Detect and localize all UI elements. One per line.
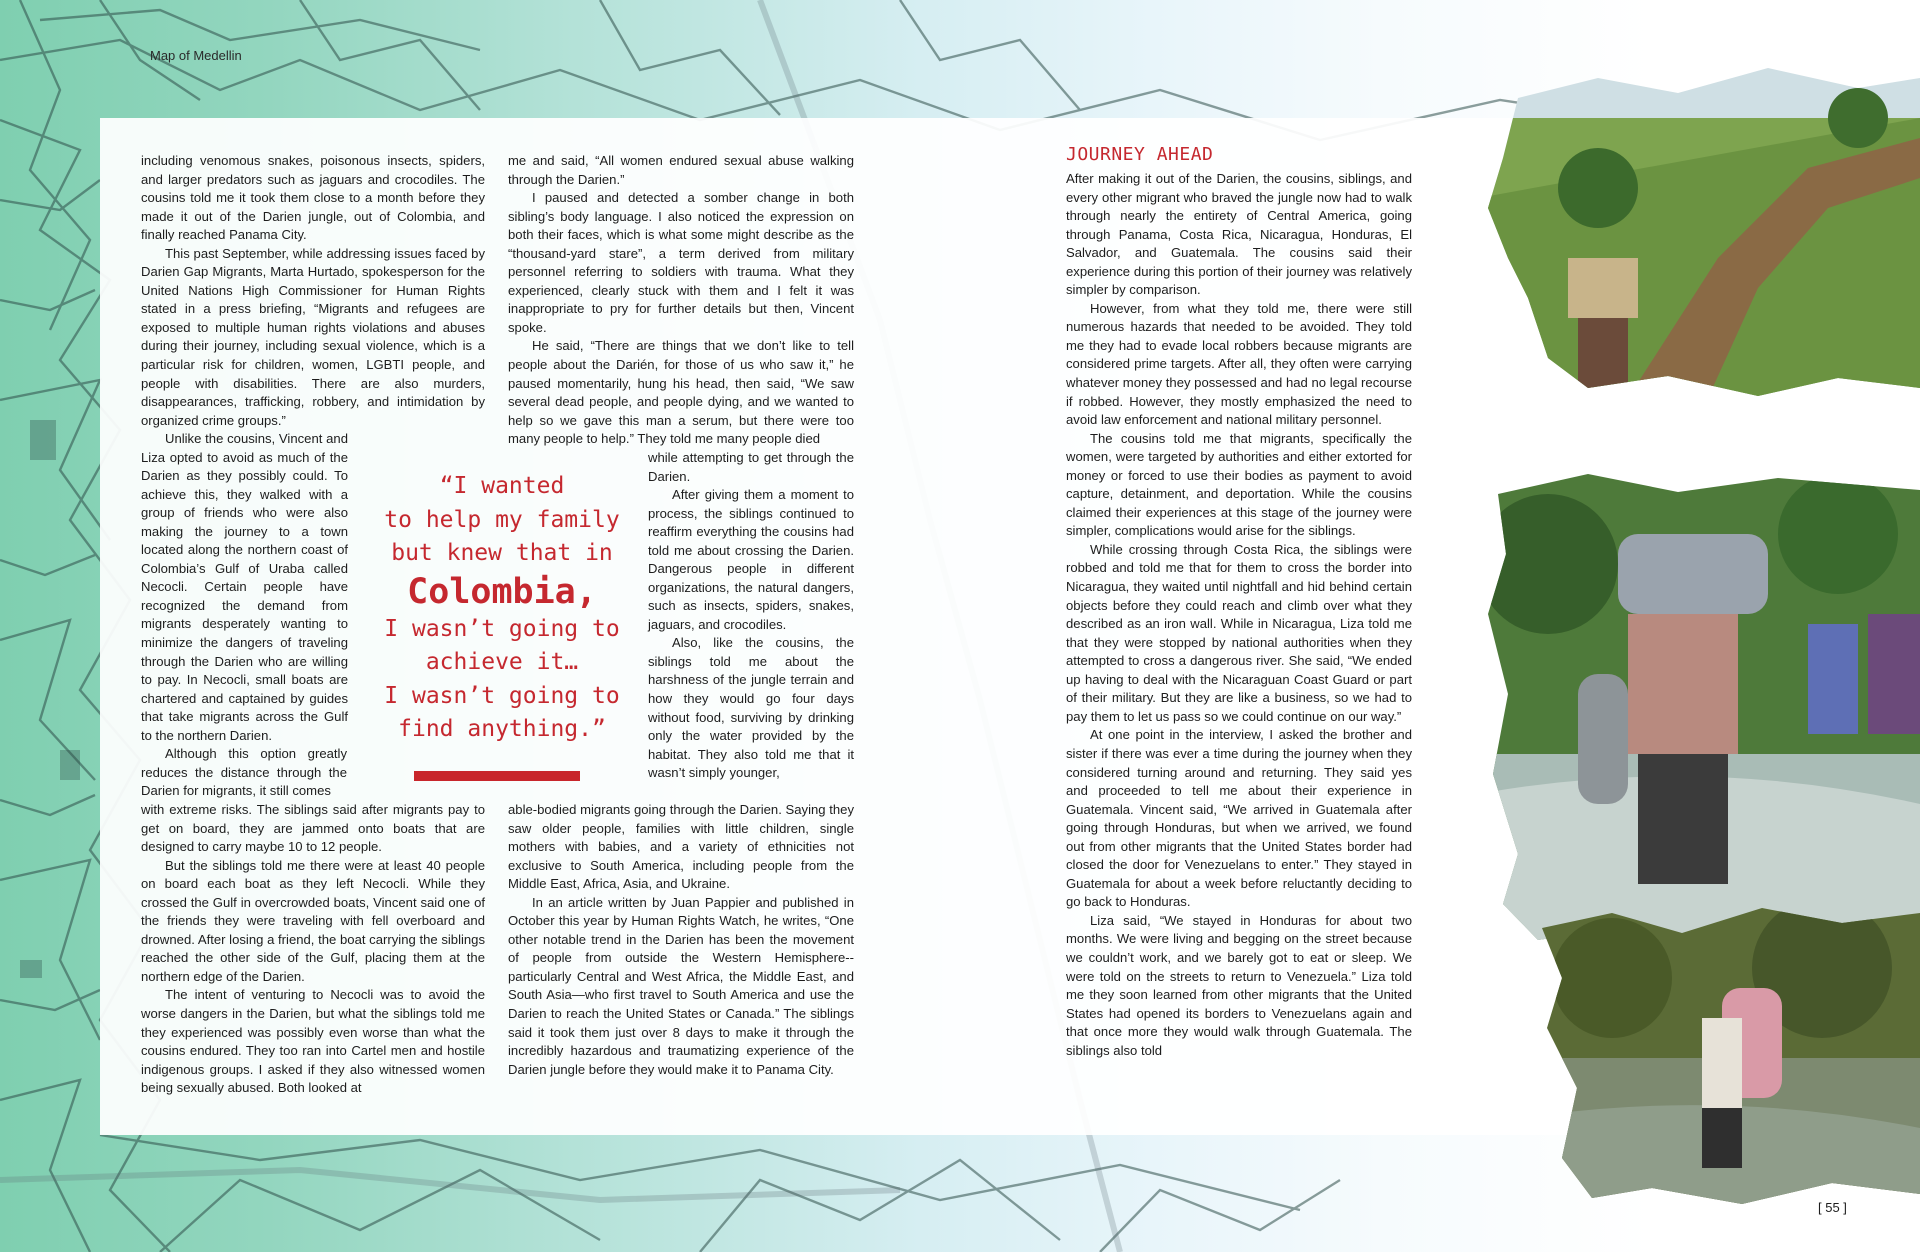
paragraph: The cousins told me that migrants, specifically the women, were targeted by authorities and either extorted for money or forced to use their bodies as payment to avoid capture, detainment, and deportation. While the cousins claimed their experiences at this stage of the journey were simpler, complications would arise for the siblings. xyxy=(1066,430,1412,539)
right-column xyxy=(1066,170,1412,1060)
section-heading: JOURNEY AHEAD xyxy=(1066,144,1214,165)
pull-quote-line: achieve it… xyxy=(425,649,579,675)
left-column-1-bottom xyxy=(141,801,485,1098)
pull-quote xyxy=(360,470,644,747)
map-caption: Map of Medellin xyxy=(150,48,242,63)
left-column-2-wrap2 xyxy=(648,486,854,783)
left-column-1 xyxy=(141,152,485,430)
pull-quote-line: I wasn’t going to xyxy=(384,615,620,642)
pull-quote-underline xyxy=(414,771,580,781)
paragraph: The intent of venturing to Necocli was to avoid the worse dangers in the Darien, but what the siblings told me they experienced was possibly even worse than what the cousins endured. They too ran into Cartel men and hostile indigenous groups. I asked if they also witnessed women being sexually abused. Both looked at xyxy=(141,987,485,1096)
left-column-1-wrap2 xyxy=(141,745,347,801)
left-column-2 xyxy=(508,152,854,449)
paragraph: me and said, “All women endured sexual abuse walking through the Darien.” xyxy=(508,153,854,187)
paragraph: In an article written by Juan Pappier and published in October this year by Human Rights Watch, he writes, “One other notable trend in the Darien has been the movement of people from outside the Western Hemisphere--particularly Central and West Africa, the Middle East, and South Asia—who first travel to South America and use the Darien to reach the United States or Canada.” The siblings said it took them just over 8 days to make it through the incredibly hazardous and traumatizing experience of the Darien jungle before they would make it to Panama City. xyxy=(508,894,854,1077)
pull-quote-line: find anything.” xyxy=(398,716,606,742)
pull-quote-line: “I wanted xyxy=(439,473,565,499)
paragraph: Although this option greatly reduces the distance through the Darien for migrants, it still comes xyxy=(141,746,347,799)
paragraph: Unlike the cousins, Vincent and Liza opted to avoid as much of the Darien as they possibly could. To achieve this, they walked with a group of friends who were also making the journey to a town located along the northern coast of Colombia’s Gulf of Uraba called Necocli. Certain people have recognized the demand from migrants desperately wanting to minimize the dangers of traveling through the Darien who are willing to pay. In Necocli, small boats are chartered and captained by guides that take migrants across the Gulf to the northern Darien. xyxy=(141,431,348,743)
photo-hillside-migrants xyxy=(1478,58,1920,398)
left-column-2-bottom xyxy=(508,801,854,1079)
pull-quote-line: to help my family xyxy=(384,506,620,533)
paragraph: while attempting to get through the Darien. xyxy=(648,450,854,484)
paragraph: with extreme risks. The siblings said after migrants pay to get on board, they are jammed onto boats that are designed to carry maybe 10 to 12 people. xyxy=(141,802,485,855)
paragraph: This past September, while addressing issues faced by Darien Gap Migrants, Marta Hurtado, spokesperson for the United Nations High Commissioner for Human Rights stated in a press briefing, “Migrants and refugees are exposed to multiple human rights violations and abuses during their journey, including sexual violence, which is a particular risk for children, women, LGBTI people, and people with disabilities. There are also murders, disappearances, trafficking, robbery, and intimidation by organized crime groups.” xyxy=(141,245,485,428)
paragraph: At one point in the interview, I asked the brother and sister if there was ever a time during the journey when they considered turning around and returning. They said yes and proceeded to tell me about their experience in Guatemala. Vincent said, “We arrived in Guatemala after going through Honduras, but when we arrived, we found out from other migrants that the United States border had closed the door for Venezuelans to enter.” They stayed in Guatemala for about a week before reluctantly deciding to go back to Honduras. xyxy=(1066,727,1412,910)
paragraph: Liza said, “We stayed in Honduras for about two months. We were living and begging on the street because we couldn’t work, and we barely got to eat or sleep. We were told on the streets to return to Venezuela.” Liza told me they soon learned from other migrants that the United States had opened its borders to Venezuelans again and that once more they would walk through Guatemala. The siblings also told xyxy=(1066,912,1412,1058)
pull-quote-line: I wasn’t going to xyxy=(384,682,620,709)
paragraph: He said, “There are things that we don’t like to tell people about the Darién, for those of us who saw it,” he paused momentarily, hung his head, then said, “We saw several dead people, and people dying, and we wanted to help so we gave this man a serum, but there were too many people to help.” They told me many people died xyxy=(508,338,854,447)
paragraph: Also, like the cousins, the siblings told me about the harshness of the jungle terrain and how they would go four days without food, surviving by drinking only the water provided by the habitat. They also told me that it wasn’t simply younger, xyxy=(648,635,854,781)
paragraph: After making it out of the Darien, the cousins, siblings, and every other migrant who braved the jungle now had to walk through nearly the entirety of Central America, going through Panama, Costa Rica, Nicaragua, Honduras, El Salvador, and Guatemala. The cousins said their experience during this portion of their journey was relatively simpler by comparison. xyxy=(1066,171,1412,298)
paragraph: While crossing through Costa Rica, the siblings were robbed and told me that for them to cross the border into Nicaragua, they waited until nightfall and hid behind certain objects before they could reach and climb over what they described as an iron wall. While in Nicaragua, Liza told me that they were stopped by national authorities when they attempted to cross a dangerous river. She said, “We ended up having to deal with the Nicaraguan Coast Guard or part of their military. But they are like a business, so we had to pay them to let us pass so we could continue on our way.” xyxy=(1066,541,1412,724)
photo-forest-stream xyxy=(1522,908,1920,1204)
left-column-1-wrap xyxy=(141,430,348,745)
left-column-2-wrap1 xyxy=(648,449,854,486)
page-number: [ 55 ] xyxy=(1818,1200,1847,1215)
paragraph: including venomous snakes, poisonous insects, spiders, and larger predators such as jaguars and crocodiles. The cousins told me it took them close to a month before they made it out of the Darien jungle, out of Colombia, and finally reached Panama City. xyxy=(141,153,485,243)
photo-river-crossing xyxy=(1478,474,1920,946)
paragraph: able-bodied migrants going through the Darien. Saying they saw older people, families with little children, single mothers with babies, and a variety of ethnicities not exclusive to South America, including people from the Middle East, Africa, Asia, and Ukraine. xyxy=(508,802,854,892)
paragraph: However, from what they told me, there were still numerous hazards that needed to be avoided. They told me they had to evade local robbers because migrants are considered prime targets. After all, they often were carrying whatever money they possessed and had no legal recourse if robbed. However, they mostly emphasized the need to avoid law enforcement and national military personnel. xyxy=(1066,300,1412,428)
paragraph: But the siblings told me there were at least 40 people on board each boat as they left Necocli. While they crossed the Gulf in overcrowded boats, Vincent said one of the friends they were traveling with fell overboard and drowned. After losing a friend, the boat carrying the siblings reached the other side of the Gulf, placing them at the northern edge of the Darien. xyxy=(141,857,485,984)
pull-quote-line: but knew that in xyxy=(391,540,613,566)
paragraph: After giving them a moment to process, the siblings continued to reaffirm everything the cousins had told me about crossing the Darien. Dangerous people in different organizations, the natural dangers, such as insects, spiders, snakes, jaguars, and crocodiles. xyxy=(648,487,854,632)
pull-quote-emphasis: Colombia, xyxy=(407,571,597,612)
paragraph: I paused and detected a somber change in both sibling’s body language. I also noticed the expression on both their faces, which is what some might describe as the “thousand-yard stare”, a term derived from military personnel referring to soldiers with trauma. What they experienced, clearly stuck with them and I felt it was inappropriate to pry for further details but then, Vincent spoke. xyxy=(508,190,854,335)
